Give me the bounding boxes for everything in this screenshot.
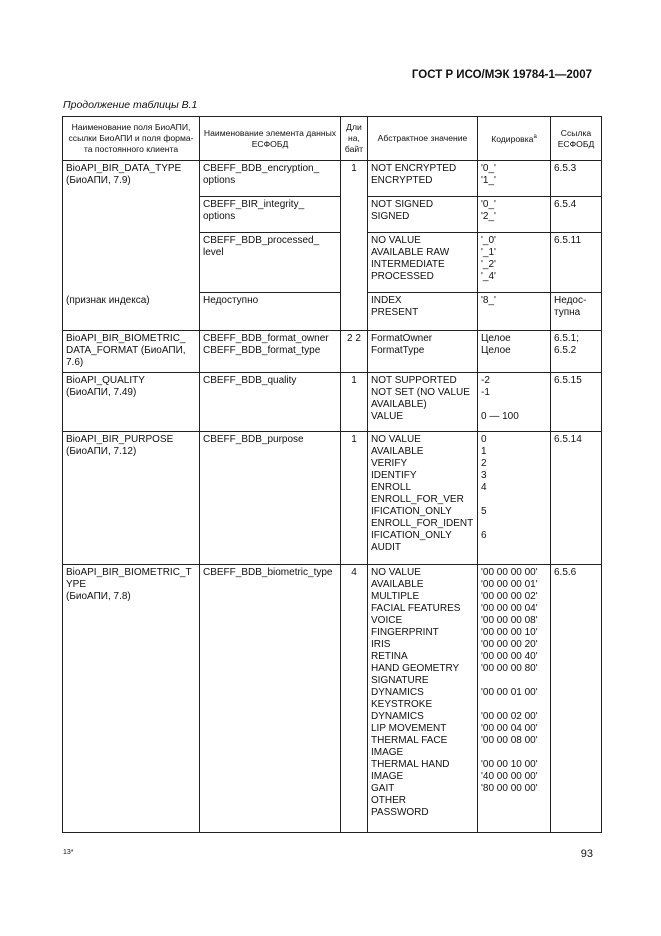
cell-abstract: FormatOwner FormatType [368, 331, 478, 373]
cell-element: CBEFF_BDB_biometric_type [200, 565, 341, 833]
cell-reference: 6.5.6 [551, 565, 602, 833]
table-row [63, 161, 602, 197]
cell-field: BioAPI_QUALITY (БиоАПИ, 7.49) [63, 373, 200, 432]
page-number: 93 [580, 848, 593, 860]
cell-encoding: '8_' [478, 293, 551, 331]
cell-encoding: '0_' '2_' [478, 197, 551, 233]
footnote-marker: a [533, 134, 537, 141]
table-row [63, 565, 602, 833]
col-header-element-name: Наименование элемента данных ЕСФОБД [200, 117, 341, 161]
cell-encoding: '_0' '_1' '_2' '_4' [478, 233, 551, 293]
cell-encoding: 0 1 2 3 4 5 6 [478, 432, 551, 565]
cell-length: 1 [341, 373, 368, 432]
cell-length: 2 2 [341, 331, 368, 373]
cell-abstract: NO VALUE AVAILABLE RAW INTERMEDIATE PROCESSED [368, 233, 478, 293]
col-header-length: Дли на, байт [341, 117, 368, 161]
cell-abstract: NOT SUPPORTED NOT SET (NO VALUE AVAILABLE) VALUE [368, 373, 478, 432]
cell-abstract: NOT SIGNED SIGNED [368, 197, 478, 233]
data-table [62, 116, 602, 833]
cell-field: BioAPI_BIR_PURPOSE (БиоАПИ, 7.12) [63, 432, 200, 565]
cell-element: CBEFF_BIR_integrity_ options [200, 197, 341, 233]
cell-reference: 6.5.11 [551, 233, 602, 293]
cell-reference: 6.5.3 [551, 161, 602, 197]
cell-length: 1 [341, 161, 368, 331]
cell-element: CBEFF_BDB_quality [200, 373, 341, 432]
table-caption: Продолжение таблицы В.1 [63, 99, 198, 111]
table-row [63, 293, 602, 331]
cell-field: BioAPI_BIR_BIOMETRIC_TYPE (БиоАПИ, 7.8) [63, 565, 200, 833]
table-row [63, 331, 602, 373]
cell-reference: 6.5.14 [551, 432, 602, 565]
cell-element: CBEFF_BDB_purpose [200, 432, 341, 565]
table-row [63, 432, 602, 565]
cell-encoding: -2 -1 0 — 100 [478, 373, 551, 432]
cell-reference: 6.5.15 [551, 373, 602, 432]
col-header-encoding: Кодировка$^a$ [478, 117, 551, 161]
cell-element: CBEFF_BDB_format_owner CBEFF_BDB_format_type [200, 331, 341, 373]
col-header-reference: Ссылка ЕСФОБД [551, 117, 602, 161]
document-header: ГОСТ Р ИСО/МЭК 19784-1—2007 [411, 69, 592, 81]
cell-abstract: NO VALUE AVAILABLE VERIFY IDENTIFY ENROLL ENROLL_FOR_VER IFICATION_ONLY ENROLL_FOR_IDENT IFICATION_ONLY AUDIT [368, 432, 478, 565]
cell-length: 4 [341, 565, 368, 833]
cell-element: Недоступно [200, 293, 341, 331]
cell-element: CBEFF_BDB_encryption_ options [200, 161, 341, 197]
col-header-biaoapi-field: Наименование поля БиоАПИ, ссылки БиоАПИ и поля форма-та постоянного клиента [63, 117, 200, 161]
cell-reference: 6.5.4 [551, 197, 602, 233]
cell-reference: 6.5.1; 6.5.2 [551, 331, 602, 373]
cell-reference: Недос- тупна [551, 293, 602, 331]
cell-length: 1 [341, 432, 368, 565]
cell-field: (признак индекса) [63, 293, 200, 331]
cell-abstract: NOT ENCRYPTED ENCRYPTED [368, 161, 478, 197]
cell-element: CBEFF_BDB_processed_ level [200, 233, 341, 293]
cell-field: BioAPI_BIR_DATA_TYPE (БиоАПИ, 7.9) [63, 161, 200, 293]
cell-abstract: NO VALUE AVAILABLE MULTIPLE FACIAL FEATURES VOICE FINGERPRINT IRIS RETINA HAND GEOMETRY SIGNATURE DYNAMICS KEYSTROKE DYNAMICS LIP MOVEMENT THERMAL FACE IMAGE THERMAL HAND IMAGE GAIT OTHER PASSWORD [368, 565, 478, 833]
cell-field: BioAPI_BIR_BIOMETRIC_ DATA_FORMAT (БиоАПИ, 7.6) [63, 331, 200, 373]
col-header-abstract-value: Абстрактное значение [368, 117, 478, 161]
cell-abstract: INDEX PRESENT [368, 293, 478, 331]
footer-mark: 13* [63, 849, 74, 856]
cell-encoding: Целое Целое [478, 331, 551, 373]
table-row [63, 373, 602, 432]
table-header-row [63, 117, 602, 161]
cell-encoding: '0_' '1_' [478, 161, 551, 197]
cell-encoding: '00 00 00 00' '00 00 00 01' '00 00 00 02' '00 00 00 04' '00 00 00 08' '00 00 00 10' '00 00 00 20' '00 00 00 40' '00 00 00 80' '00 00 01 00' '00 00 02 00' '00 00 04 00' '00 00 08 00' '00 00 10 00' '40 00 00 00' '80 00 00 00' [478, 565, 551, 833]
